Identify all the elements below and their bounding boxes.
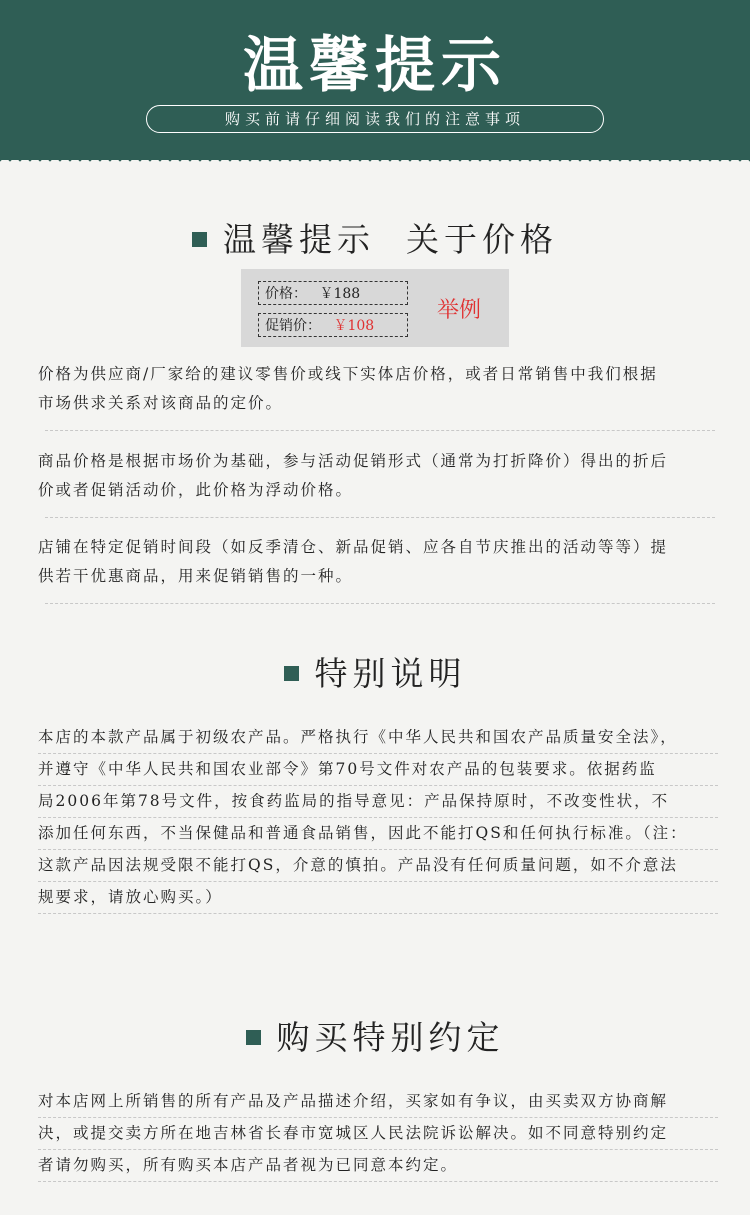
- paragraph-line: 供若干优惠商品，用来促销销售的一种。: [38, 567, 354, 585]
- promo-price-label: 促销价：: [265, 318, 321, 334]
- price-paragraph: [38, 360, 718, 418]
- section-title: 购买特别约定: [276, 1018, 505, 1057]
- paragraph-line: 局2006年第78号文件，按食药监局的指导意见：产品保持原时，不改变性状，不: [38, 786, 718, 818]
- square-bullet-icon: [284, 666, 299, 681]
- banner-subtitle: 购买前请仔细阅读我们的注意事项: [146, 105, 604, 133]
- divider: [45, 430, 715, 431]
- example-tag: 举例: [437, 298, 482, 323]
- original-price-label: 价格：: [265, 286, 307, 302]
- paragraph-line: 并遵守《中华人民共和国农业部令》第70号文件对农产品的包装要求。依据药监: [38, 754, 718, 786]
- square-bullet-icon: [192, 232, 207, 247]
- banner-title: 温馨提示: [243, 31, 507, 101]
- paragraph-line: 决，或提交卖方所在地吉林省长春市宽城区人民法院诉讼解决。如不同意特别约定: [38, 1118, 718, 1150]
- section-heading-special: [0, 648, 750, 695]
- paragraph-line: 者请勿购买，所有购买本店产品者视为已同意本约定。: [38, 1150, 718, 1182]
- square-bullet-icon: [246, 1030, 261, 1045]
- section-heading-price: [0, 214, 750, 261]
- original-price-row: [258, 281, 408, 305]
- section-title: 特别说明: [314, 654, 467, 693]
- header-banner: [0, 0, 750, 160]
- promo-price-value: ￥108: [333, 318, 375, 334]
- special-paragraph: [38, 722, 718, 914]
- divider: [45, 517, 715, 518]
- price-paragraph: [38, 533, 718, 591]
- paragraph-line: 添加任何东西，不当保健品和普通食品销售，因此不能打QS和任何执行标准。（注：: [38, 818, 718, 850]
- paragraph-line: 对本店网上所销售的所有产品及产品描述介绍，买家如有争议，由买卖双方协商解: [38, 1086, 718, 1118]
- section-title: 温馨提示 关于价格: [223, 220, 558, 259]
- paragraph-line: 商品价格是根据市场价为基础，参与活动促销形式（通常为打折降价）得出的折后: [38, 452, 669, 470]
- paragraph-line: 这款产品因法规受限不能打QS，介意的慎拍。产品没有任何质量问题，如不介意法: [38, 850, 718, 882]
- paragraph-line: 价或者促销活动价，此价格为浮动价格。: [38, 481, 354, 499]
- divider: [45, 603, 715, 604]
- price-paragraph: [38, 447, 718, 505]
- paragraph-line: 店铺在特定促销时间段（如反季清仓、新品促销、应各自节庆推出的活动等等）提: [38, 538, 669, 556]
- price-example-box: [241, 269, 509, 347]
- agreement-paragraph: [38, 1086, 718, 1182]
- promo-price-row: [258, 313, 408, 337]
- section-heading-agreement: [0, 1012, 750, 1059]
- zigzag-border: [0, 152, 750, 168]
- paragraph-line: 规要求，请放心购买。）: [38, 882, 718, 914]
- paragraph-line: 价格为供应商/厂家给的建议零售价或线下实体店价格，或者日常销售中我们根据: [38, 365, 658, 383]
- original-price-value: ￥188: [319, 286, 361, 302]
- paragraph-line: 市场供求关系对该商品的定价。: [38, 394, 284, 412]
- paragraph-line: 本店的本款产品属于初级农产品。严格执行《中华人民共和国农产品质量安全法》，: [38, 722, 718, 754]
